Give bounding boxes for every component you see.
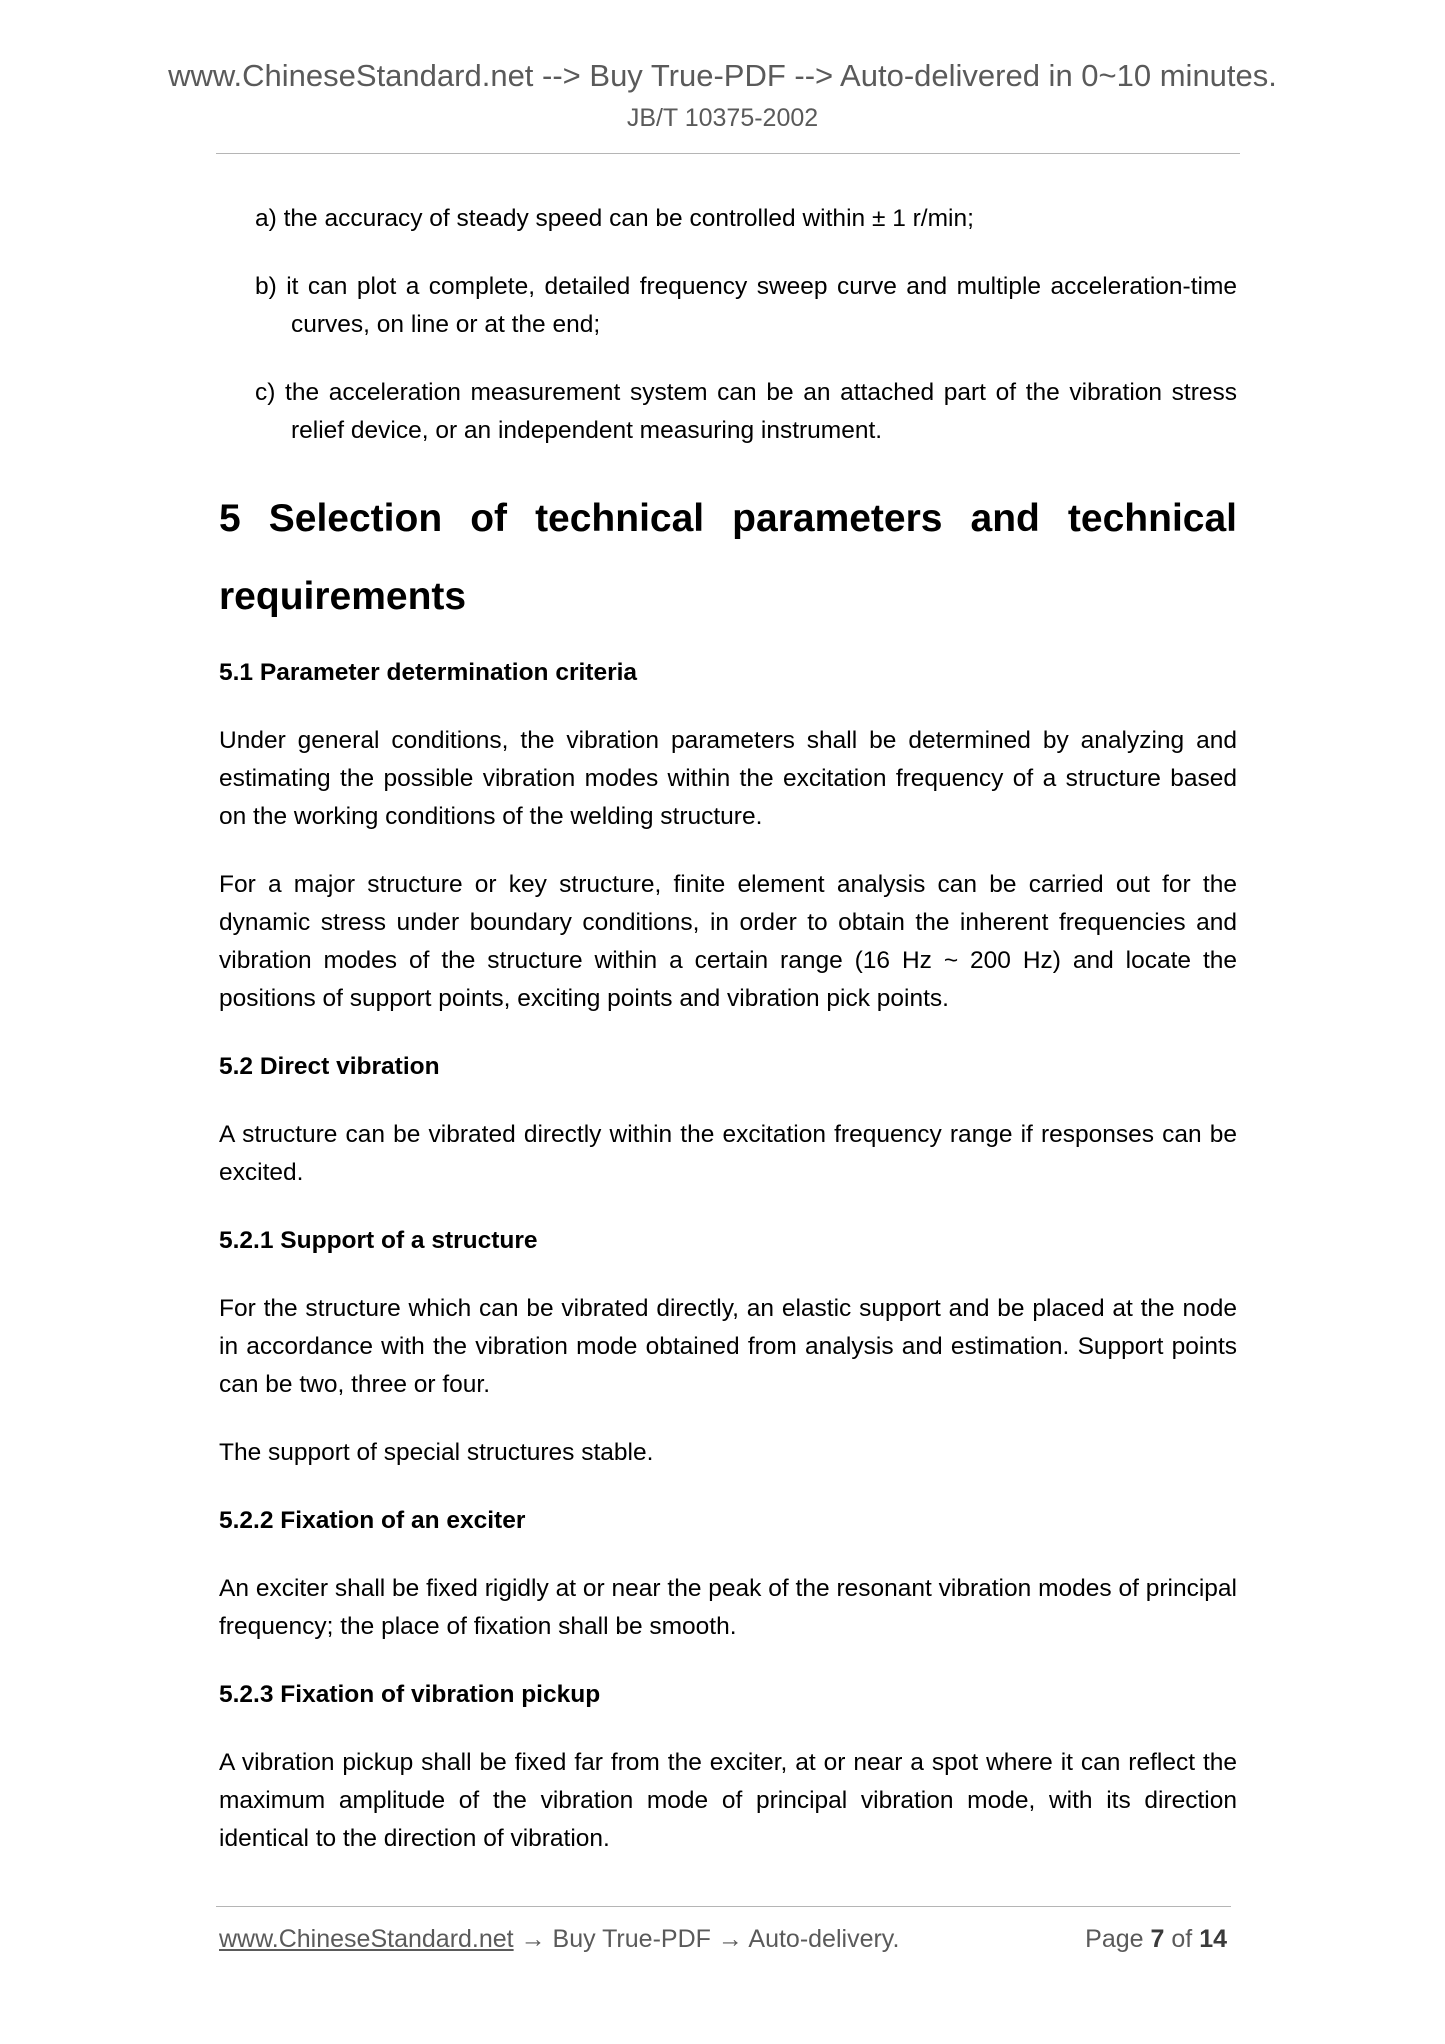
standard-code: JB/T 10375-2002	[626, 104, 819, 132]
section-5-2-1-heading: 5.2.1 Support of a structure	[219, 1227, 538, 1254]
footer-divider	[216, 1906, 1231, 1907]
of-label: of	[1171, 1925, 1193, 1953]
page-label: Page	[1085, 1925, 1144, 1953]
section-5-2-2-paragraph-1: An exciter shall be fixed rigidly at or near the peak of the resonant vibration modes of principal frequency; the place of fixation shall be smooth.	[219, 1575, 1237, 1640]
page-indicator	[1085, 1925, 1227, 1954]
current-page-number: 7	[1150, 1925, 1165, 1953]
section-5-1-paragraph-2: For a major structure or key structure, finite element analysis can be carried out for the dynamic stress under boundary conditions, in order to obtain the inherent frequencies and vibration modes of the structure within a certain range (16 Hz ~ 200 Hz) and locate the positions of support points, exciting points and vibration pick points.	[219, 871, 1237, 1012]
section-5-2-3-paragraph-1: A vibration pickup shall be fixed far from the exciter, at or near a spot where it can reflect the maximum amplitude of the vibration mode of principal vibration mode, with its direction identical to the direction of vibration.	[219, 1749, 1237, 1852]
section-5-2-1-paragraph-2: The support of special structures stable.	[219, 1439, 654, 1466]
document-body	[219, 200, 1237, 1888]
header-banner: www.ChineseStandard.net --> Buy True-PDF --> Auto-delivered in 0~10 minutes.	[168, 58, 1277, 93]
section-5-2-heading: 5.2 Direct vibration	[219, 1053, 440, 1080]
list-item-b: b) it can plot a complete, detailed frequency sweep curve and multiple acceleration-time curves, on line or at the end;	[255, 273, 1237, 338]
section-5-heading: 5 Selection of technical parameters and technical requirements	[219, 497, 1237, 618]
section-5-2-2-heading: 5.2.2 Fixation of an exciter	[219, 1507, 526, 1534]
section-5-2-1-paragraph-1: For the structure which can be vibrated directly, an elastic support and be placed at the node in accordance with the vibration mode obtained from analysis and estimation. Support points can be two, three or four.	[219, 1295, 1237, 1398]
total-pages-number: 14	[1199, 1925, 1227, 1953]
section-5-1-heading: 5.1 Parameter determination criteria	[219, 659, 638, 686]
header-divider	[216, 153, 1240, 154]
footer-website-link[interactable]: www.ChineseStandard.net	[219, 1925, 514, 1953]
section-5-1-paragraph-1: Under general conditions, the vibration parameters shall be determined by analyzing and estimating the possible vibration modes within the excitation frequency of a structure based on the working conditions of the welding structure.	[219, 727, 1237, 830]
footer-promo-text: → Buy True-PDF → Auto-delivery.	[513, 1925, 900, 1953]
section-5-2-3-heading: 5.2.3 Fixation of vibration pickup	[219, 1681, 601, 1708]
list-item-c: c) the acceleration measurement system can be an attached part of the vibration stress relief device, or an independent measuring instrument.	[255, 379, 1237, 444]
section-5-2-paragraph-1: A structure can be vibrated directly within the excitation frequency range if responses can be excited.	[219, 1121, 1237, 1186]
list-item-a: a) the accuracy of steady speed can be controlled within ± 1 r/min;	[255, 205, 974, 232]
footer-promo	[219, 1925, 899, 1954]
